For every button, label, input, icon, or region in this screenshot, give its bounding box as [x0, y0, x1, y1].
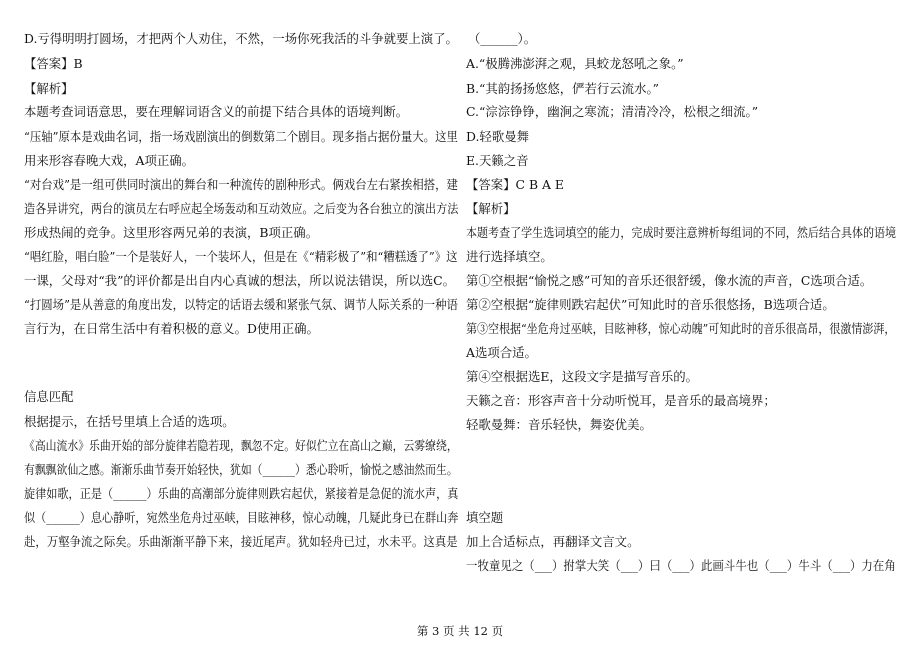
answer-label: 【答案】B — [24, 56, 83, 71]
option-e: E.天籁之音 — [466, 153, 529, 168]
passage-line: 旋律如歌，正是（______）乐曲的高潮部分旋律则跌宕起伏，紧接着是急促的流水声，真 — [24, 486, 459, 501]
option-b: B.“其韵扬扬悠悠，俨若行云流水。” — [466, 81, 659, 96]
analysis-label: 【解析】 — [466, 201, 516, 216]
section-title: 填空题 — [466, 510, 504, 525]
analysis-line: 第④空根据选E，这段文字是描写音乐的。 — [466, 369, 699, 384]
passage-line: 《高山流水》乐曲开始的部分旋律若隐若现，飘忽不定。好似伫立在高山之巅，云雾缭绕， — [24, 438, 458, 453]
analysis-label: 【解析】 — [24, 81, 74, 96]
answer-label: 【答案】C B A E — [466, 177, 564, 192]
question-line: 一牧童见之（___）拊掌大笑（___）曰（___）此画斗牛也（___）牛斗（___）力在角 — [466, 558, 896, 573]
analysis-line: “对台戏”是一组可供同时演出的舞台和一种流传的剧种形式。俩戏台左右紧挨相搭，建 — [24, 177, 458, 192]
analysis-line: “打圆场”是从善意的角度出发，以特定的话语去缓和紧张气氛、调节人际关系的一种语 — [24, 297, 458, 312]
option-d-text: D.亏得明明打圆场，才把两个人劝住，不然，一场你死我活的斗争就要上演了。 — [24, 31, 458, 46]
analysis-line: “唱红脸，唱白脸”一个是装好人，一个装坏人，但是在《“精彩极了”和“糟糕透了”》这 — [24, 249, 458, 264]
passage-line: 有飘飘欲仙之感。渐渐乐曲节奏开始轻快，犹如（______）悉心聆听，愉悦之感油然而生。 — [24, 462, 458, 477]
analysis-line: 形成热闹的竞争。这里形容两兄弟的表演，B项正确。 — [24, 225, 319, 240]
analysis-line: 轻歌曼舞：音乐轻快，舞姿优美。 — [466, 417, 652, 432]
analysis-line: 造各异讲究，两台的演员左右呼应起全场轰动和互动效应。之后变为各台独立的演出方法 — [24, 201, 459, 216]
analysis-line: 本题考查词语意思，要在理解词语含义的前提下结合具体的语境判断。 — [24, 104, 409, 119]
option-c: C.“淙淙铮铮，幽涧之寒流；清清冷冷，松根之细流。” — [466, 104, 759, 119]
blank-line: （______）。 — [468, 31, 537, 46]
analysis-line: 进行选择填空。 — [466, 249, 553, 264]
analysis-line: 第②空根据“旋律则跌宕起伏”可知此时的音乐很悠扬，B选项合适。 — [466, 297, 835, 312]
option-a: A.“极腾沸澎湃之观，具蛟龙怒吼之象。” — [466, 56, 684, 71]
analysis-line: 用来形容春晚大戏，A项正确。 — [24, 153, 195, 168]
analysis-line: 一课，父母对“我”的评价都是出自内心真诚的想法，所以说法错误，所以选C。 — [24, 273, 456, 288]
analysis-line: 第③空根据“坐危舟过巫峡，目眩神移，惊心动魄”可知此时的音乐很高昂，很激情澎湃， — [466, 321, 896, 336]
analysis-line: 天籁之音：形容声音十分动听悦耳，是音乐的最高境界； — [466, 393, 776, 408]
page-footer: 第 3 页 共 12 页 — [416, 624, 504, 638]
passage-line: 似（______）息心静听，宛然坐危舟过巫峡，目眩神移，惊心动魄，几疑此身已在群山奔 — [24, 510, 459, 525]
passage-line: 赴，万壑争流之际矣。乐曲渐渐平静下来，接近尾声。犹如轻舟已过，水未平。这真是 — [24, 534, 458, 549]
instruction-text: 根据提示，在括号里填上合适的选项。 — [24, 414, 235, 429]
analysis-line: 第①空根据“愉悦之感”可知的音乐还很舒缓，像水流的声音，C选项合适。 — [466, 273, 873, 288]
analysis-line: 言行为，在日常生活中有着积极的意义。D使用正确。 — [24, 321, 319, 336]
instruction-text: 加上合适标点，再翻译文言文。 — [466, 534, 640, 549]
analysis-line: A选项合适。 — [466, 345, 537, 360]
section-title: 信息匹配 — [24, 389, 74, 404]
analysis-line: “压轴”原本是戏曲名词，指一场戏剧演出的倒数第二个剧目。现多指占据份量大。这里 — [24, 129, 458, 144]
analysis-line: 本题考查了学生选词填空的能力，完成时要注意辨析每组词的不同，然后结合具体的语境 — [466, 225, 897, 240]
option-d: D.轻歌曼舞 — [466, 129, 529, 144]
